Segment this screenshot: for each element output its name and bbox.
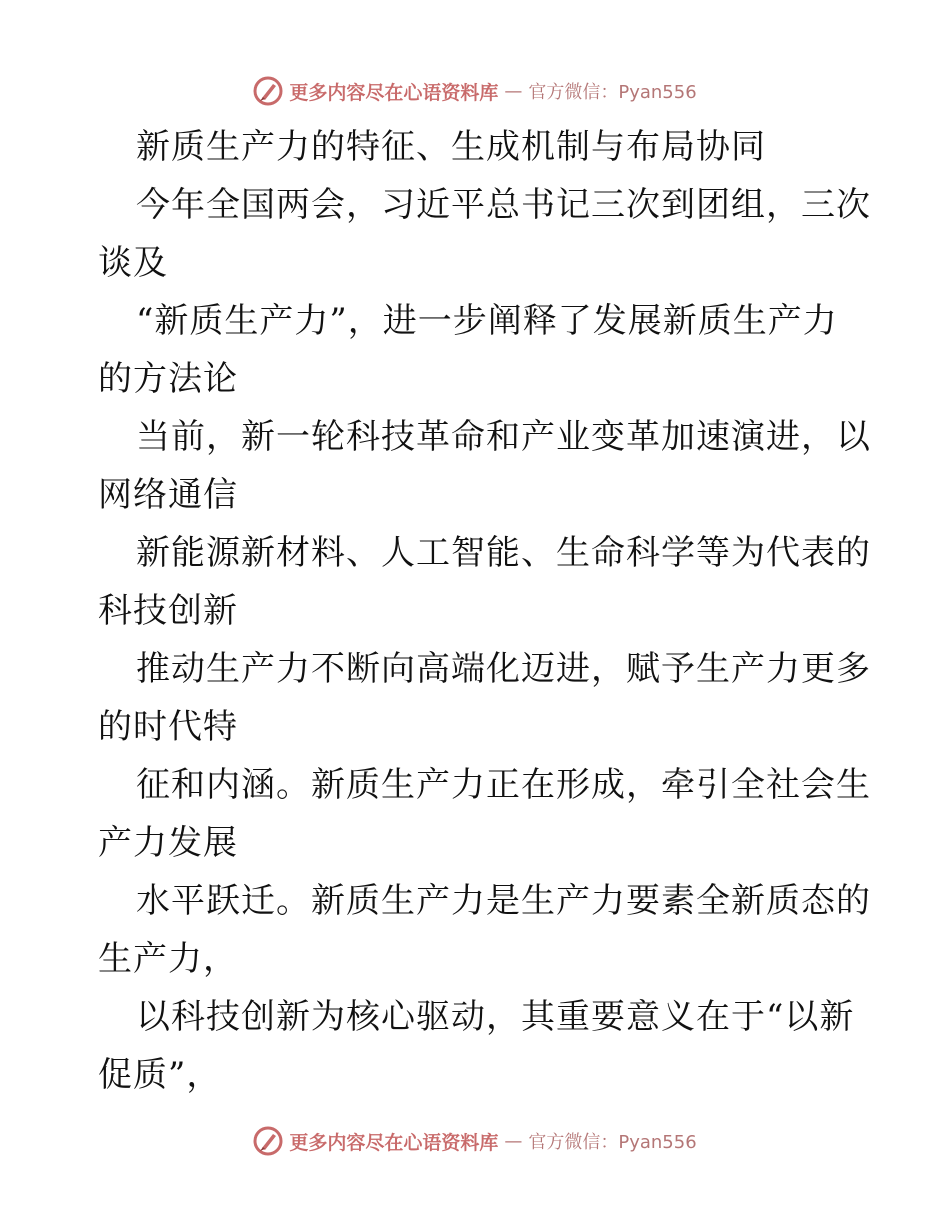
paragraph-line: 征和内涵。新质生产力正在形成，牵引全社会生: [136, 765, 871, 805]
paragraph-line: 今年全国两会，习近平总书记三次到团组，三次: [136, 185, 871, 225]
watermark-contact-text: 官方微信：Pyan556: [528, 1132, 697, 1153]
watermark-separator: —: [504, 80, 523, 102]
quill-pen-logo-icon: [253, 1126, 283, 1156]
document-title: 新质生产力的特征、生成机制与布局协同: [136, 127, 766, 167]
paragraph-line: 科技创新: [98, 591, 238, 631]
watermark-contact-text: 官方微信：Pyan556: [528, 82, 697, 103]
paragraph-line: “新质生产力”，进一步阐释了发展新质生产力: [136, 301, 838, 341]
paragraph-line: 新能源新材料、人工智能、生命科学等为代表的: [136, 533, 871, 573]
paragraph-line: 网络通信: [98, 475, 238, 515]
paragraph-line: 谈及: [98, 243, 168, 283]
document-body: [98, 118, 871, 1104]
paragraph-line: 的时代特: [98, 707, 238, 747]
watermark-separator: —: [504, 1130, 523, 1152]
header-watermark: [0, 71, 950, 111]
watermark-main-text: 更多内容尽在心语资料库: [289, 81, 499, 104]
paragraph-line: 以科技创新为核心驱动，其重要意义在于“以新: [136, 997, 855, 1037]
watermark-main-text: 更多内容尽在心语资料库: [289, 1131, 499, 1154]
paragraph-line: 当前，新一轮科技革命和产业变革加速演进，以: [136, 417, 871, 457]
paragraph-line: 生产力，: [98, 939, 238, 979]
paragraph-line: 推动生产力不断向高端化迈进，赋予生产力更多: [136, 649, 871, 689]
quill-pen-logo-icon: [253, 76, 283, 106]
paragraph-line: 促质”，: [98, 1055, 222, 1095]
paragraph-line: 水平跃迁。新质生产力是生产力要素全新质态的: [136, 881, 871, 921]
paragraph-line: 的方法论: [98, 359, 238, 399]
paragraph-line: 产力发展: [98, 823, 238, 863]
footer-watermark: [0, 1121, 950, 1161]
